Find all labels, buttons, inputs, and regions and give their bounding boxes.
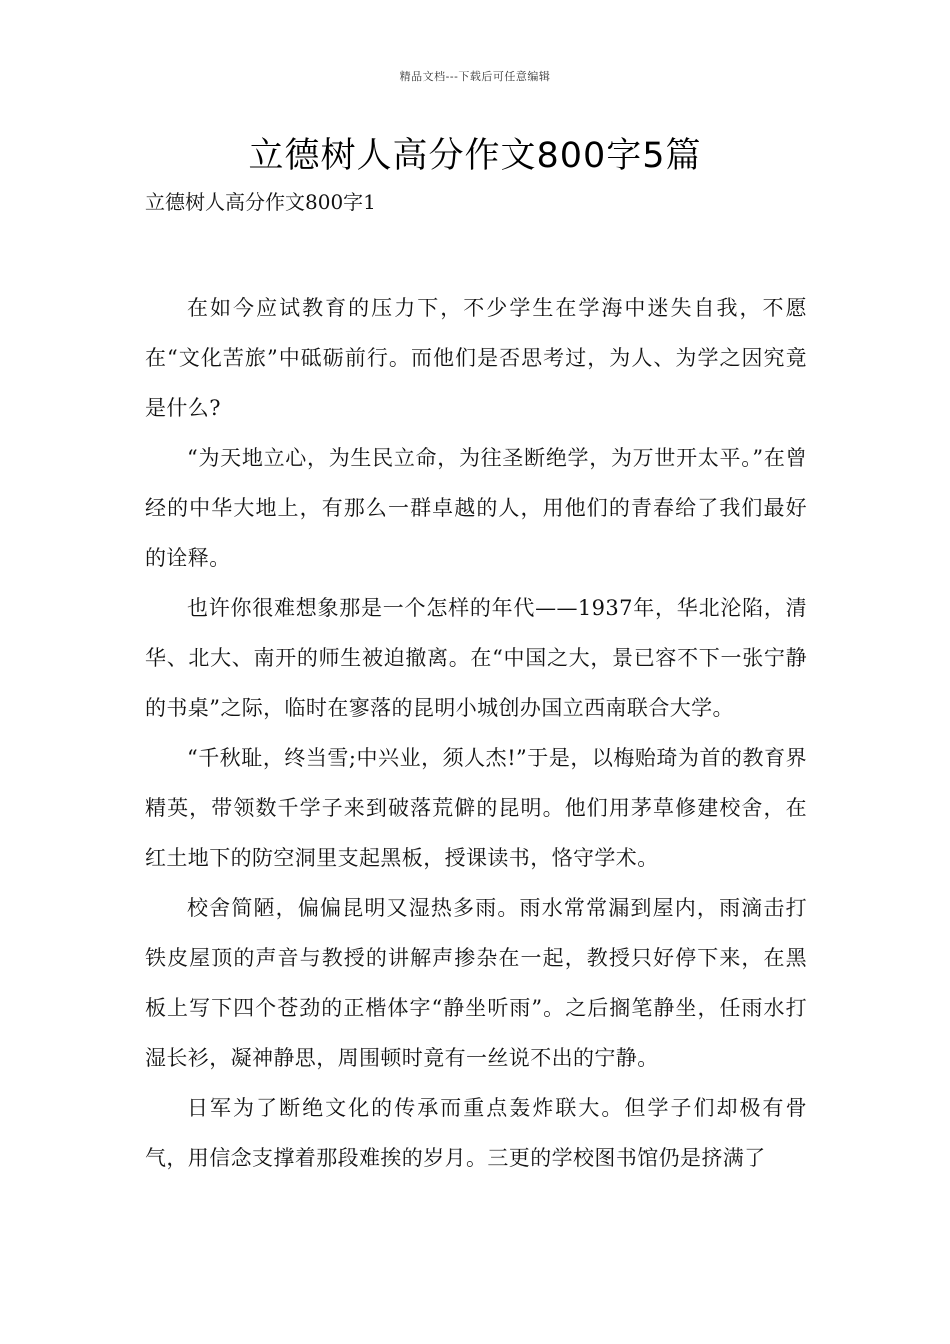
document-title: 立德树人高分作文800字5篇: [248, 136, 702, 176]
paragraph: 日军为了断绝文化的传承而重点轰炸联大。但学子们却极有骨气，用信念支撑着那段难挨的岁月。三更的学校图书馆仍是挤满了: [145, 1096, 807, 1170]
header-note: 精品文档---下载后可任意编辑: [399, 70, 551, 83]
paragraph: 校舍简陋，偏偏昆明又湿热多雨。雨水常常漏到屋内，雨滴击打铁皮屋顶的声音与教授的讲解声掺杂在一起，教授只好停下来，在黑板上写下四个苍劲的正楷体字“静坐听雨”。之后搁笔静坐，任雨水打湿长衫，凝神静思，周围顿时竟有一丝说不出的宁静。: [145, 896, 807, 1070]
paragraph: 在如今应试教育的压力下，不少学生在学海中迷失自我，不愿在“文化苦旅”中砥砺前行。而他们是否思考过，为人、为学之因究竟是什么?: [145, 296, 807, 420]
paragraph: “千秋耻，终当雪;中兴业，须人杰!”于是，以梅贻琦为首的教育界精英，带领数千学子来到破落荒僻的昆明。他们用茅草修建校舍，在红土地下的防空洞里支起黑板，授课读书，恪守学术。: [145, 746, 807, 870]
paragraph: “为天地立心，为生民立命，为往圣断绝学，为万世开太平。”在曾经的中华大地上，有那么一群卓越的人，用他们的青春给了我们最好的诠释。: [145, 446, 807, 570]
document-body: [145, 283, 807, 1183]
section-subtitle: 立德树人高分作文800字1: [145, 190, 376, 214]
paragraph: 也许你很难想象那是一个怎样的年代——1937年，华北沦陷，清华、北大、南开的师生被迫撤离。在“中国之大，景已容不下一张宁静的书桌”之际，临时在寥落的昆明小城创办国立西南联合大学。: [145, 596, 807, 720]
